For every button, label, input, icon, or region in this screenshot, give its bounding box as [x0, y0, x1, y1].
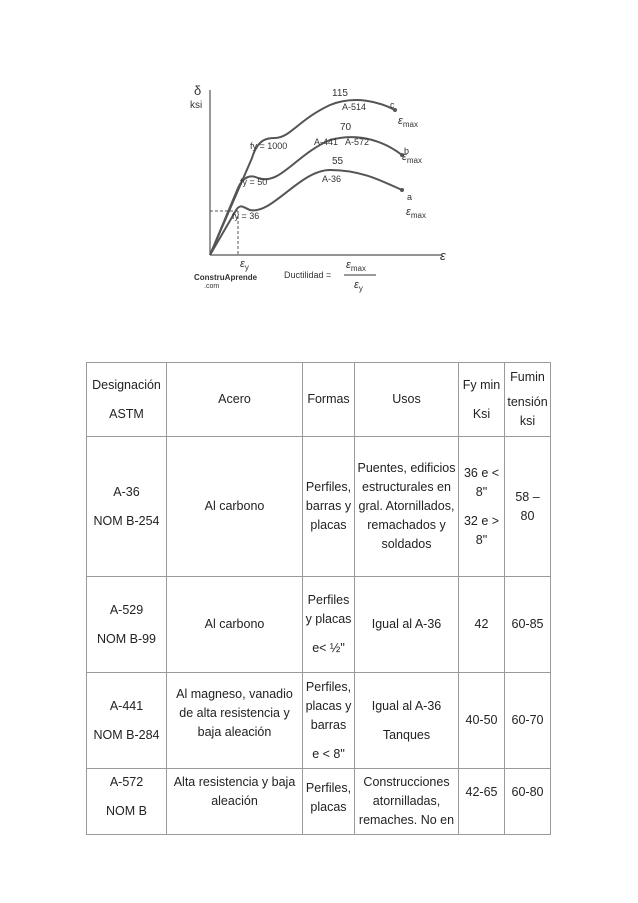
cell-fu: 60-80 — [505, 769, 551, 835]
logo-line2: .com — [204, 283, 220, 290]
header-designacion: Designación ASTM — [87, 363, 167, 437]
ductility-denominator: $\varepsilon_y$ — [354, 279, 363, 293]
end-label-b: $\varepsilon_{max}$ — [402, 151, 422, 165]
yield-label-a36: fy = 36 — [232, 211, 260, 221]
end-label-c: $\varepsilon_{max}$ — [398, 115, 418, 129]
peak-a514: 115 — [332, 88, 348, 99]
cell-fu: 58 – 80 — [505, 437, 551, 577]
end-letter-c: c — [390, 100, 395, 110]
cell-acero: Al carbono — [167, 577, 303, 673]
peak-a441-a572: 70 — [340, 122, 352, 133]
table-header-row — [87, 363, 551, 437]
table-row — [87, 673, 551, 769]
header-formas: Formas — [303, 363, 355, 437]
end-letter-a: a — [407, 192, 413, 202]
cell-formas: Perfiles, placas — [303, 769, 355, 835]
logo-line1: ConstruAprende — [194, 273, 258, 282]
table-row — [87, 769, 551, 835]
cell-formas: Perfiles, placas y barras e < 8" — [303, 673, 355, 769]
grade-a36: A-36 — [322, 174, 342, 184]
epsilon-y-label: $\varepsilon_y$ — [240, 258, 249, 272]
cell-fy: 40-50 — [459, 673, 505, 769]
cell-acero: Alta resistencia y baja aleación — [167, 769, 303, 835]
ductility-numerator: $\varepsilon_{max}$ — [346, 259, 366, 273]
header-acero: Acero — [167, 363, 303, 437]
table-row — [87, 577, 551, 673]
peak-a36: 55 — [332, 156, 344, 167]
end-letter-b: b — [404, 146, 410, 156]
cell-acero: Al magneso, vanadio de alta resistencia y baja aleación — [167, 673, 303, 769]
cell-designacion: A-529 NOM B-99 — [87, 577, 167, 673]
cell-usos: Puentes, edificios estructurales en gral. Atornillados, remachados y soldados — [355, 437, 459, 577]
cell-fy: 42 — [459, 577, 505, 673]
cell-fu: 60-85 — [505, 577, 551, 673]
x-axis-symbol: ε — [440, 248, 446, 263]
y-axis-unit: ksi — [190, 100, 203, 111]
stress-strain-figure — [180, 80, 450, 300]
header-usos: Usos — [355, 363, 459, 437]
cell-formas: Perfiles, barras y placas — [303, 437, 355, 577]
cell-designacion: A-441 NOM B-284 — [87, 673, 167, 769]
yield-label-a514: fy = 1000 — [250, 141, 288, 151]
cell-designacion: A-36 NOM B-254 — [87, 437, 167, 577]
curve-a441-a572 — [210, 137, 402, 255]
steel-grades-table — [86, 362, 551, 835]
end-point-a — [400, 188, 404, 192]
cell-fy: 42-65 — [459, 769, 505, 835]
cell-usos: Construcciones atornilladas, remaches. No en — [355, 769, 459, 835]
header-fu: Fumin tensión ksi — [505, 363, 551, 437]
ductility-label: Ductilidad = — [284, 270, 332, 280]
y-axis-symbol: δ — [194, 83, 202, 98]
cell-fy: 36 e < 8" 32 e > 8" — [459, 437, 505, 577]
end-label-a: $\varepsilon_{max}$ — [406, 206, 426, 220]
grade-a441-a572: A-441 A-572 — [314, 137, 370, 147]
grade-a514: A-514 — [342, 102, 367, 112]
table-row — [87, 437, 551, 577]
header-fy: Fy min Ksi — [459, 363, 505, 437]
cell-formas: Perfiles y placas e< ½" — [303, 577, 355, 673]
cell-designacion: A-572 NOM B — [87, 769, 167, 835]
cell-fu: 60-70 — [505, 673, 551, 769]
cell-acero: Al carbono — [167, 437, 303, 577]
cell-usos: Igual al A-36 — [355, 577, 459, 673]
yield-label-a441: fy = 50 — [240, 177, 268, 187]
cell-usos: Igual al A-36 Tanques — [355, 673, 459, 769]
